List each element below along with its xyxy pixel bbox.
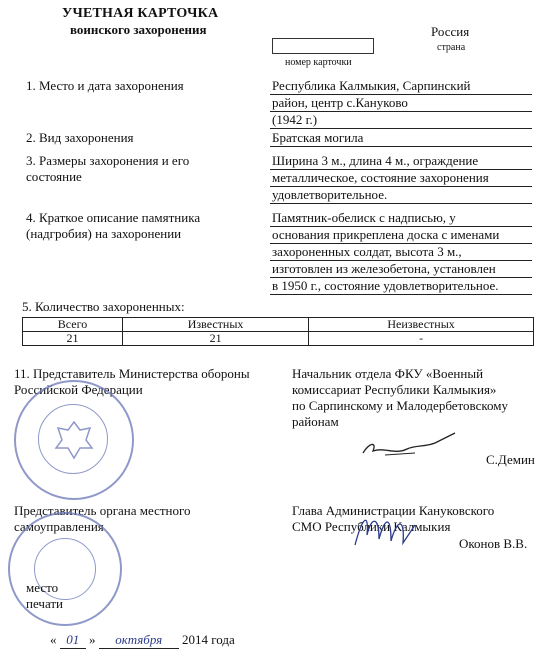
field-1-label: 1. Место и дата захоронения: [26, 78, 184, 93]
table-header-row: [23, 318, 534, 332]
field-1-value: Республика Калмыкия, Сарпинский район, центр с.Кануково (1942 г.): [270, 78, 532, 129]
field-2-label: 2. Вид захоронения: [26, 130, 134, 145]
card-title: УЧЕТНАЯ КАРТОЧКА: [62, 6, 219, 21]
admin-title: Глава Администрации Кануковского СМО Республики Калмыкия: [292, 503, 495, 534]
card-number-box[interactable]: [272, 38, 374, 54]
date-month: октября: [99, 632, 179, 649]
count-known: 21: [122, 332, 308, 346]
seal-place-label: место печати: [26, 580, 64, 611]
table-row: [23, 332, 534, 346]
ministry-rep-label: 11. Представитель Министерства обороны Российской Федерации: [14, 366, 250, 397]
header-unknown: Неизвестных: [309, 318, 534, 332]
card-subtitle: воинского захоронения: [70, 22, 207, 37]
date-day: 01: [60, 632, 86, 649]
commissar-title: Начальник отдела ФКУ «Военный комиссариат Республики Калмыкия» по Сарпинскому и Малодербетовскому районам: [292, 366, 509, 429]
field-4-value: Памятник-обелиск с надписью, у основания прикреплена доска с именами захороненных солдат, высота 3 м., изготовлен из железобетона, установлен в 1950 г., состояние удовлетворительное.: [270, 210, 532, 295]
country-value: Россия: [431, 24, 470, 39]
admin-signature: [345, 505, 425, 555]
local-rep-label: Представитель органа местного самоуправления: [14, 503, 191, 534]
burial-count-table: [22, 317, 534, 346]
count-total: 21: [23, 332, 123, 346]
field-2-value: Братская могила: [270, 130, 532, 147]
field-4-label: 4. Краткое описание памятника (надгробия) на захоронении: [26, 210, 201, 241]
count-unknown: -: [309, 332, 534, 346]
emblem-icon: [54, 418, 94, 460]
field-3-value: Ширина 3 м., длина 4 м., ограждение металлическое, состояние захоронения удовлетворительное.: [270, 153, 532, 204]
date-year: 2014 года: [182, 632, 235, 647]
header-known: Известных: [122, 318, 308, 332]
country-label: страна: [437, 42, 466, 53]
field-3-label: 3. Размеры захоронения и его состояние: [26, 153, 190, 184]
round-seal-stamp: [14, 380, 134, 500]
commissar-name: С.Демин: [486, 452, 535, 467]
header-total: Всего: [23, 318, 123, 332]
commissar-signature: [355, 425, 465, 465]
date-line: « 01 » октября 2014 года: [50, 632, 235, 647]
admin-name: Оконов В.В.: [459, 536, 528, 551]
card-number-label: номер карточки: [285, 57, 352, 68]
field-5-label: 5. Количество захороненных:: [22, 299, 185, 314]
